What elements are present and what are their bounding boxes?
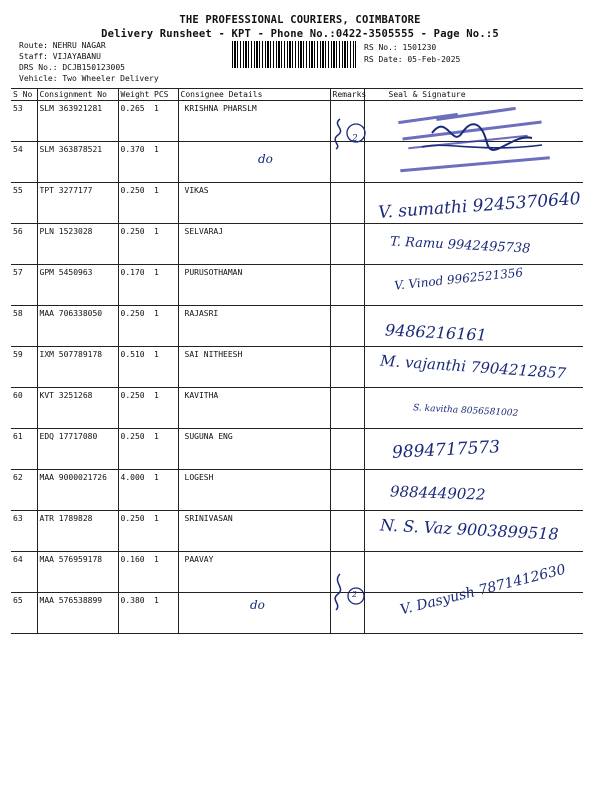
staff-label: Staff: VIJAYABANU	[19, 52, 101, 61]
row-consignee: KRISHNA PHARSLM	[178, 101, 330, 142]
col-seal: Seal & Signature	[364, 89, 583, 101]
row-weight: 0.160	[118, 552, 152, 593]
row-pcs: 1	[152, 593, 178, 634]
row-consignment: IXM 507789178	[37, 347, 118, 388]
row-sno: 63	[11, 511, 37, 552]
col-sno: S No	[11, 89, 37, 101]
row-remarks	[330, 183, 364, 224]
row-weight: 0.250	[118, 306, 152, 347]
row-consignee: SRINIVASAN	[178, 511, 330, 552]
row-sno: 55	[11, 183, 37, 224]
row-consignment: SLM 363878521	[37, 142, 118, 183]
row-sno: 53	[11, 101, 37, 142]
row-weight: 0.250	[118, 511, 152, 552]
row-weight: 0.250	[118, 388, 152, 429]
runsheet-title: Delivery Runsheet - KPT - Phone No.:0422-3505555 - Page No.:5	[101, 28, 499, 40]
col-remarks: Remarks	[330, 89, 364, 101]
row-consignee: KAVITHA	[178, 388, 330, 429]
row-sno: 57	[11, 265, 37, 306]
row-pcs: 1	[152, 142, 178, 183]
row-consignment: MAA 706338050	[37, 306, 118, 347]
row-weight: 0.170	[118, 265, 152, 306]
table-row	[11, 470, 583, 511]
col-pcs: PCS	[152, 89, 178, 101]
rs-number: RS No.: 1501230	[364, 43, 437, 52]
row-weight: 0.380	[118, 593, 152, 634]
barcode	[232, 41, 356, 68]
row-consignee: RAJASRI	[178, 306, 330, 347]
row-consignment: KVT 3251268	[37, 388, 118, 429]
row-pcs: 1	[152, 429, 178, 470]
row-consignment: SLM 363921281	[37, 101, 118, 142]
row-pcs: 1	[152, 265, 178, 306]
row-remarks	[330, 470, 364, 511]
row-pcs: 1	[152, 183, 178, 224]
signature-row-64: V. Dasyush 7871412630	[398, 561, 568, 619]
row-consignment: GPM 5450963	[37, 265, 118, 306]
company-title: THE PROFESSIONAL COURIERS, COIMBATORE	[179, 14, 421, 26]
row-remarks	[330, 511, 364, 552]
ditto-mark-65: do	[250, 598, 265, 612]
row-pcs: 1	[152, 470, 178, 511]
signature-row-57: V. Vinod 9962521356	[393, 265, 524, 293]
row-pcs: 1	[152, 347, 178, 388]
row-sno: 65	[11, 593, 37, 634]
row-consignment: TPT 3277177	[37, 183, 118, 224]
row-remarks	[330, 224, 364, 265]
row-pcs: 1	[152, 388, 178, 429]
row-consignee: SAI NITHEESH	[178, 347, 330, 388]
remark-circle-53: 2	[352, 134, 358, 144]
row-remarks	[330, 347, 364, 388]
row-consignment: MAA 576538899	[37, 593, 118, 634]
row-remarks	[330, 388, 364, 429]
signature-row-55: V. sumathi 9245370640	[377, 188, 582, 224]
signature-row-56: T. Ramu 9942495738	[389, 234, 531, 257]
seal-stamp-icon	[392, 103, 564, 175]
vehicle-label: Vehicle: Two Wheeler Delivery	[19, 74, 159, 83]
row-pcs: 1	[152, 511, 178, 552]
remark-mark-53	[330, 115, 374, 151]
col-weight: Weight	[118, 89, 152, 101]
row-consignee: SUGUNA ENG	[178, 429, 330, 470]
signature-row-60: S. kavitha 8056581002	[412, 403, 519, 419]
row-remarks	[330, 265, 364, 306]
row-pcs: 1	[152, 224, 178, 265]
row-consignee: PAAVAY	[178, 552, 330, 593]
ditto-mark-54: do	[258, 152, 273, 166]
row-weight: 0.265	[118, 101, 152, 142]
signature-row-58: 9486216161	[384, 320, 488, 345]
row-weight: 4.000	[118, 470, 152, 511]
row-remarks	[330, 306, 364, 347]
row-pcs: 1	[152, 306, 178, 347]
row-sno: 64	[11, 552, 37, 593]
table-row	[11, 306, 583, 347]
row-sno: 59	[11, 347, 37, 388]
row-weight: 0.250	[118, 429, 152, 470]
row-sno: 61	[11, 429, 37, 470]
col-consignee: Consignee Details	[178, 89, 330, 101]
row-consignee: VIKAS	[178, 183, 330, 224]
signature-row-63: N. S. Vaz 9003899518	[379, 515, 560, 544]
row-consignee: PURUSOTHAMAN	[178, 265, 330, 306]
remark-circle-65: 2	[352, 590, 358, 599]
row-weight: 0.510	[118, 347, 152, 388]
row-sno: 56	[11, 224, 37, 265]
row-weight: 0.370	[118, 142, 152, 183]
row-weight: 0.250	[118, 183, 152, 224]
row-consignee	[178, 142, 330, 183]
row-consignment: MAA 576959178	[37, 552, 118, 593]
row-weight: 0.250	[118, 224, 152, 265]
row-sno: 62	[11, 470, 37, 511]
row-sno: 58	[11, 306, 37, 347]
row-remarks	[330, 429, 364, 470]
row-sno: 54	[11, 142, 37, 183]
route-label: Route: NEHRU NAGAR	[19, 41, 106, 50]
signature-row-59: M. vajanthi 7904212857	[379, 351, 567, 383]
signature-row-62: 9884449022	[389, 482, 486, 504]
row-consignee: LOGESH	[178, 470, 330, 511]
row-pcs: 1	[152, 101, 178, 142]
table-header-row	[11, 89, 583, 101]
row-consignment: MAA 9000021726	[37, 470, 118, 511]
row-consignment: EDQ 17717080	[37, 429, 118, 470]
row-pcs: 1	[152, 552, 178, 593]
rs-date: RS Date: 05-Feb-2025	[364, 55, 461, 64]
drs-number: DRS No.: DCJB150123005	[19, 63, 125, 72]
row-consignment: ATR 1789828	[37, 511, 118, 552]
col-consignment: Consignment No	[37, 89, 118, 101]
signature-row-61: 9894717573	[391, 437, 501, 463]
table-row	[11, 593, 583, 634]
row-consignment: PLN 1523028	[37, 224, 118, 265]
row-consignee: SELVARAJ	[178, 224, 330, 265]
row-sno: 60	[11, 388, 37, 429]
